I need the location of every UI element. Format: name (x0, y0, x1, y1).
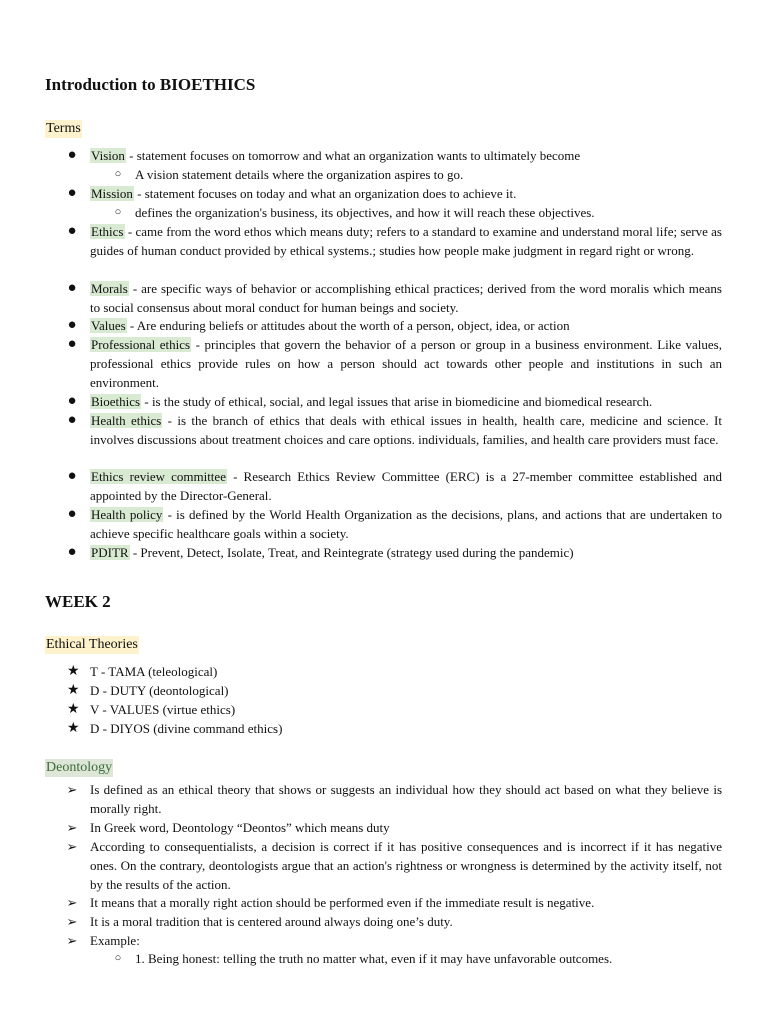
term-label: Health ethics (91, 413, 162, 428)
term-label: Vision (91, 148, 125, 163)
arrow-bullet-icon: ➢ (66, 895, 78, 910)
term-label: Ethics review committee (91, 469, 226, 484)
bullet-icon: ● (67, 506, 77, 522)
bullet-icon: ● (67, 393, 77, 409)
week-heading: WEEK 2 (45, 592, 111, 611)
theory-text: D - DIYOS (divine command ethics) (90, 721, 283, 736)
arrow-bullet-icon: ➢ (66, 782, 78, 797)
theory-text: V - VALUES (virtue ethics) (90, 702, 236, 717)
arrow-bullet-icon: ➢ (66, 820, 78, 835)
bullet-icon: ● (67, 468, 77, 484)
term-label: Health policy (91, 507, 163, 522)
term-label: Values (91, 318, 126, 333)
term-label: Bioethics (91, 394, 141, 409)
term-definition: - is the study of ethical, social, and legal issues that arise in biomedicine and biomedical research. (141, 394, 653, 409)
arrow-bullet-icon: ➢ (66, 933, 78, 948)
page-title: Introduction to BIOETHICS (45, 75, 256, 94)
star-icon: ★ (67, 664, 80, 679)
bullet-icon: ● (67, 336, 77, 352)
sub-item-text: A vision statement details where the organization aspires to go. (135, 167, 464, 182)
term-definition: - is defined by the World Health Organization as the decisions, plans, and actions that are undertaken to achieve specific healthcare goals within a society. (90, 507, 722, 541)
arrow-bullet-icon: ➢ (66, 839, 78, 854)
deontology-text: It means that a morally right action should be performed even if the immediate result is negative. (90, 895, 595, 910)
bullet-icon: ● (67, 317, 77, 333)
circle-bullet-icon: ○ (114, 168, 122, 180)
bullet-icon: ● (67, 147, 77, 163)
bullet-icon: ● (67, 544, 77, 560)
term-definition: - statement focuses on today and what an organization does to achieve it. (133, 186, 517, 201)
term-label: Ethics (91, 224, 124, 239)
term-definition: - is the branch of ethics that deals with ethical issues in health, health care, medicine and science. It involves discussions about treatment choices and care options. individuals, families, and health care providers must face. (90, 413, 722, 447)
star-icon: ★ (67, 721, 80, 736)
arrow-bullet-icon: ➢ (66, 914, 78, 929)
deontology-text: Is defined as an ethical theory that shows or suggests an individual how they should act based on what they believe is morally right. (90, 782, 722, 816)
star-icon: ★ (67, 702, 80, 717)
term-definition: - are specific ways of behavior or accomplishing ethical practices; derived from the word moralis which means to social consensus about moral conduct for human beings and society. (90, 281, 722, 315)
star-icon: ★ (67, 683, 80, 698)
theory-text: D - DUTY (deontological) (90, 683, 229, 698)
term-label: Morals (91, 281, 128, 296)
deontology-text: It is a moral tradition that is centered around always doing one’s duty. (90, 914, 453, 929)
deontology-heading: Deontology (46, 760, 113, 775)
term-definition: - principles that govern the behavior of a person or group in a business environment. Like values, professional ethics provide rules on how a person should act towards other people and institutions in such an environment. (90, 337, 722, 390)
term-definition: - came from the word ethos which means duty; refers to a standard to examine and understand moral life; serve as guides of human conduct provided by ethical systems.; studies how people make judgment in regard right or wrong. (90, 224, 722, 258)
term-label: Professional ethics (91, 337, 191, 352)
deontology-text: In Greek word, Deontology “Deontos” which means duty (90, 820, 390, 835)
deontology-text: According to consequentialists, a decision is correct if it has positive consequences and is incorrect if it has negative ones. On the contrary, deontologists argue that an action's rightness or wrongness is determined by the activity itself, not by the results of the action. (90, 839, 722, 892)
circle-bullet-icon: ○ (114, 952, 122, 964)
term-label: Mission (91, 186, 133, 201)
term-label: PDITR (91, 545, 129, 560)
example-text: 1. Being honest: telling the truth no matter what, even if it may have unfavorable outcomes. (135, 951, 613, 966)
bullet-icon: ● (67, 185, 77, 201)
bullet-icon: ● (67, 223, 77, 239)
term-definition: - Are enduring beliefs or attitudes about the worth of a person, object, idea, or action (126, 318, 570, 333)
bullet-icon: ● (67, 412, 77, 428)
term-definition: - Prevent, Detect, Isolate, Treat, and Reintegrate (strategy used during the pandemic) (129, 545, 574, 560)
circle-bullet-icon: ○ (114, 206, 122, 218)
deontology-text: Example: (90, 933, 140, 948)
terms-heading: Terms (46, 121, 81, 136)
term-definition: - Research Ethics Review Committee (ERC) is a 27-member committee established and appointed by the Director-General. (90, 469, 722, 503)
sub-item-text: defines the organization's business, its objectives, and how it will reach these objectives. (135, 205, 595, 220)
ethical-theories-heading: Ethical Theories (46, 637, 138, 652)
theory-text: T - TAMA (teleological) (90, 664, 218, 679)
term-definition: - statement focuses on tomorrow and what an organization wants to ultimately become (125, 148, 581, 163)
bullet-icon: ● (67, 280, 77, 296)
